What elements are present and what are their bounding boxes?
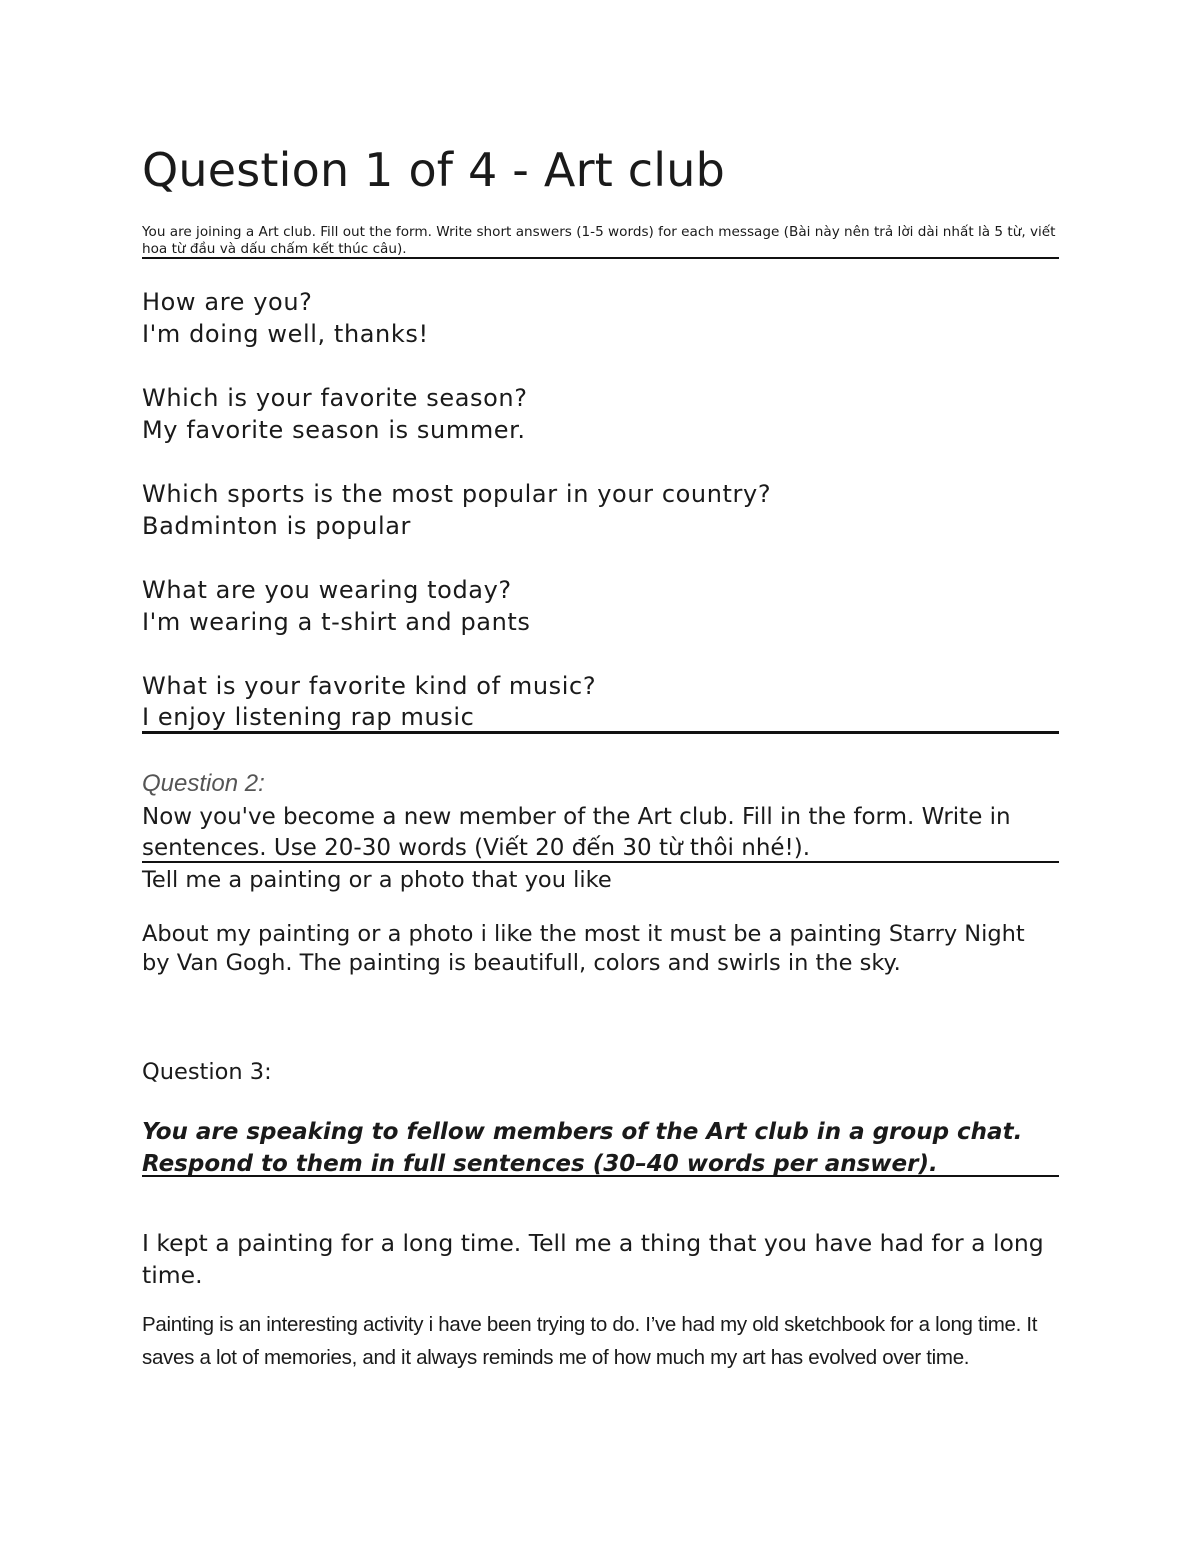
q1-question-3: Which sports is the most popular in your country? [142, 480, 772, 508]
divider-q2 [142, 861, 1059, 863]
q3-instructions: You are speaking to fellow members of the Art club in a group chat. Respond to them in full sentences (30–40 words per answer). [142, 1119, 1023, 1177]
q2-instructions: Now you've become a new member of the Art club. Fill in the form. Write in sentences. Use 20-30 words (Viết 20 đến 30 từ thôi nhé!). [142, 804, 1011, 861]
q1-question-1: How are you? [142, 288, 313, 316]
q3-prompt: I kept a painting for a long time. Tell me a thing that you have had for a long time. [142, 1229, 1044, 1289]
q1-question-2: Which is your favorite season? [142, 384, 528, 412]
divider-q3 [142, 1175, 1059, 1177]
q2-heading: Question 2: [142, 770, 265, 797]
q2-prompt: Tell me a painting or a photo that you like [142, 867, 612, 893]
page-title: Question 1 of 4 - Art club [142, 143, 725, 197]
q1-question-4: What are you wearing today? [142, 576, 512, 604]
q1-answer-2: My favorite season is summer. [142, 416, 526, 444]
q3-heading: Question 3: [142, 1059, 272, 1085]
q1-question-5: What is your favorite kind of music? [142, 672, 597, 700]
divider-q1 [142, 731, 1059, 734]
q1-answer-3: Badminton is popular [142, 512, 412, 540]
divider-intro [142, 257, 1059, 259]
q3-answer: Painting is an interesting activity i have been trying to do. I’ve had my old sketchbook for a long time. It saves a lot of memories, and it always reminds me of how much my art has evolved over time. [142, 1313, 1038, 1369]
q1-answer-4: I'm wearing a t-shirt and pants [142, 608, 531, 636]
q1-answer-5: I enjoy listening rap music [142, 703, 475, 731]
q2-answer: About my painting or a photo i like the most it must be a painting Starry Night by Van Gogh. The painting is beautifull, colors and swirls in the sky. [142, 921, 1025, 976]
intro-instructions: You are joining a Art club. Fill out the form. Write short answers (1-5 words) for each message (Bài này nên trả lời dài nhất là 5 từ, viết hoa từ đầu và dấu chấm kết thúc câu). [142, 224, 1056, 257]
q1-answer-1: I'm doing well, thanks! [142, 320, 429, 348]
